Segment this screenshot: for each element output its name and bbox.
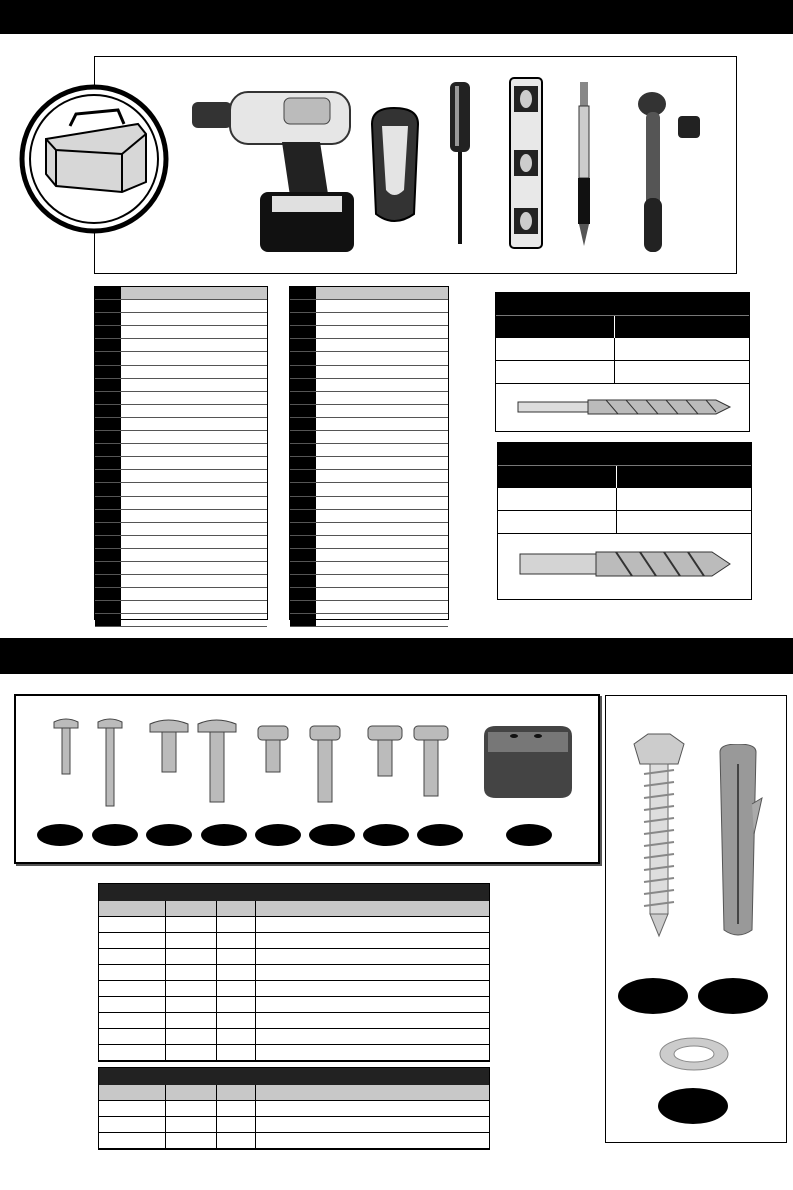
pencil-icon: [574, 80, 594, 250]
part-label-badge: [92, 824, 138, 846]
part-label-badge: [618, 978, 688, 1014]
parts-list-a: [94, 286, 268, 620]
level-icon: [508, 76, 544, 250]
drill-bit-spec-masonry: [497, 442, 752, 600]
hardware-table-a: [98, 883, 490, 1062]
drill-bit-icon: [496, 384, 749, 430]
toolbox-icon: [18, 84, 170, 234]
tools-banner: [0, 0, 793, 34]
socket-icon: [676, 114, 702, 140]
part-label-badge: [417, 824, 463, 846]
hardware-table-b: [98, 1067, 490, 1150]
hardware-banner: [0, 638, 793, 674]
part-label-badge: [255, 824, 301, 846]
part-label-badge: [146, 824, 192, 846]
part-label-badge: [658, 1088, 728, 1124]
ratchet-icon: [636, 88, 706, 254]
part-label-badge: [698, 978, 768, 1014]
spacer-icon: [478, 722, 578, 802]
part-label-badge: [37, 824, 83, 846]
masonry-bit-icon: [498, 534, 751, 598]
screwdriver-icon: [446, 80, 474, 248]
lag-bolt-icon: [624, 730, 694, 942]
wall-anchor-icon: [712, 744, 764, 938]
parts-list-b: [289, 286, 449, 620]
drill-bit-spec-wood: [495, 292, 750, 432]
part-label-badge: [363, 824, 409, 846]
part-label-badge: [309, 824, 355, 846]
washer-icon: [658, 1036, 730, 1072]
stud-finder-icon: [364, 104, 426, 230]
cordless-drill-icon: [192, 84, 360, 256]
part-label-badge: [506, 824, 552, 846]
part-label-badge: [201, 824, 247, 846]
bolt-icon: [46, 716, 546, 816]
